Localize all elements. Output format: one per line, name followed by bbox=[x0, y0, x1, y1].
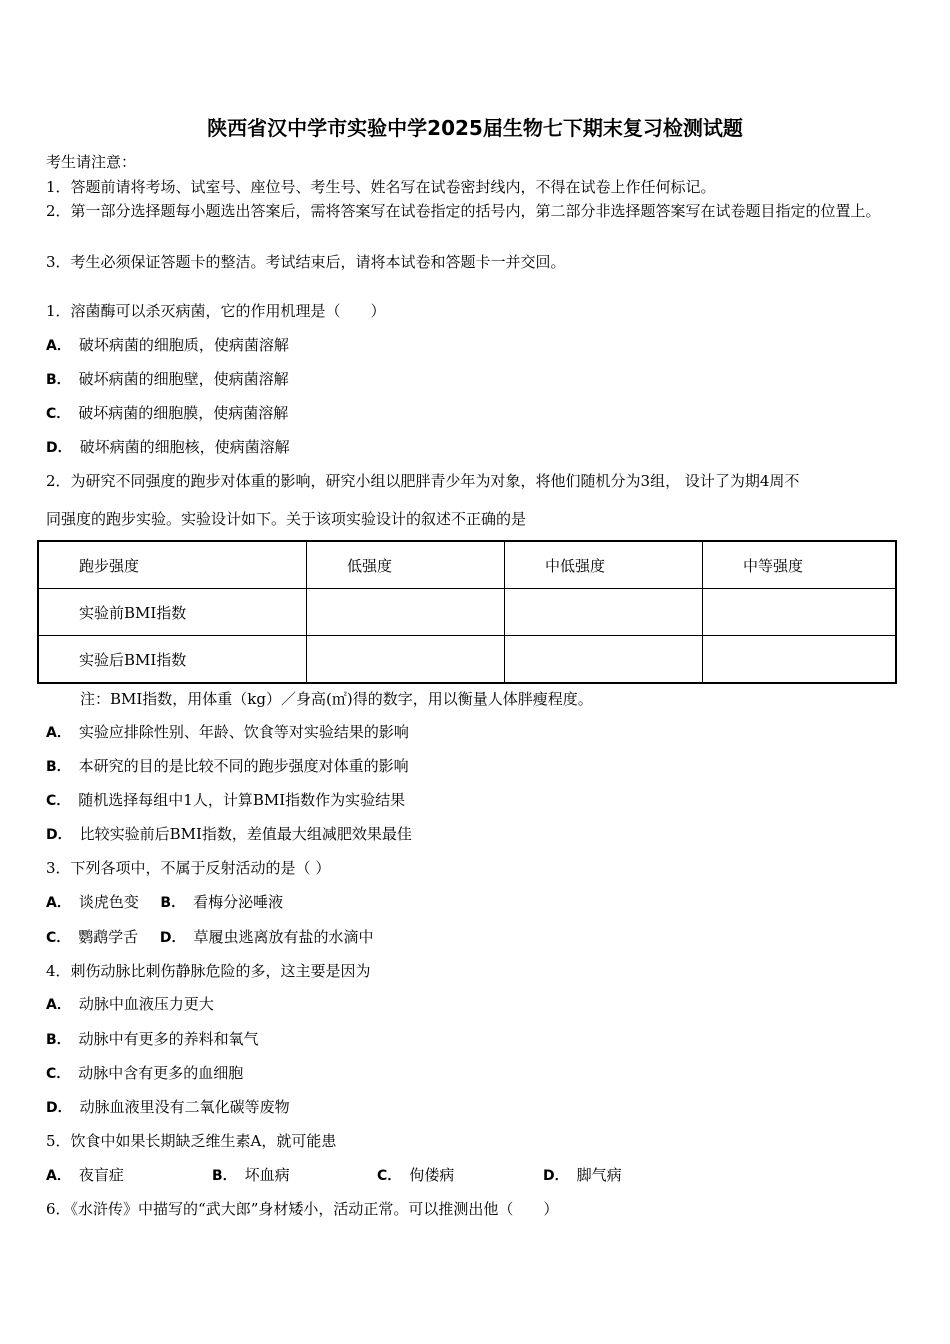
option-letter: C． bbox=[46, 793, 71, 809]
table-cell bbox=[307, 636, 505, 684]
option-letter: D． bbox=[159, 930, 186, 946]
option bbox=[377, 1165, 454, 1186]
option-text: 动脉中有更多的养料和氧气 bbox=[78, 1030, 259, 1048]
option-letter: D． bbox=[46, 827, 72, 843]
option bbox=[46, 1063, 243, 1084]
option bbox=[46, 790, 405, 811]
option-text: 动脉血液里没有二氧化碳等废物 bbox=[79, 1098, 290, 1116]
table-note: 注：BMI指数，用体重（kg）／身高(㎡)得的数字，用以衡量人体胖瘦程度。 bbox=[80, 690, 593, 708]
option bbox=[212, 1165, 290, 1186]
option bbox=[543, 1165, 622, 1186]
option-text: 破坏病菌的细胞质，使病菌溶解 bbox=[78, 336, 289, 354]
table-cell bbox=[703, 636, 897, 684]
option-letter: A． bbox=[46, 1168, 71, 1184]
table-cell: 实验后BMI指数 bbox=[38, 636, 307, 684]
option-text: 谈虎色变 bbox=[78, 893, 139, 911]
option-letter: A． bbox=[46, 895, 71, 911]
notice-item: 1．答题前请将考场、试室号、座位号、考生号、姓名写在试卷密封线内，不得在试卷上作任何标记。 bbox=[46, 178, 716, 196]
option-letter: C． bbox=[46, 930, 71, 946]
option-text: 草履虫逃离放有盐的水滴中 bbox=[193, 928, 374, 946]
question-stem: 6．《水浒传》中描写的“武大郎”身材矮小，活动正常。可以推测出他（ ） bbox=[46, 1200, 559, 1218]
option bbox=[46, 722, 409, 743]
option-letter: C． bbox=[46, 1066, 71, 1082]
question-stem: 5．饮食中如果长期缺乏维生素A，就可能患 bbox=[46, 1132, 337, 1150]
option-letter: D． bbox=[46, 440, 72, 456]
question-stem: 1．溶菌酶可以杀灭病菌，它的作用机理是（ ） bbox=[46, 302, 386, 320]
option-text: 看梅分泌唾液 bbox=[193, 893, 284, 911]
option-text: 比较实验前后BMI指数，差值最大组减肥效果最佳 bbox=[79, 825, 412, 843]
table-row bbox=[38, 589, 896, 636]
question-stem: 同强度的跑步实验。实验设计如下。关于该项实验设计的叙述不正确的是 bbox=[46, 510, 527, 528]
notice-item: 3．考生必须保证答题卡的整洁。考试结束后，请将本试卷和答题卡一并交回。 bbox=[46, 253, 566, 271]
table-cell bbox=[505, 589, 703, 636]
option-text: 脚气病 bbox=[576, 1166, 622, 1184]
option-letter: D． bbox=[543, 1168, 569, 1184]
option bbox=[46, 335, 289, 356]
option-text: 动脉中血液压力更大 bbox=[78, 995, 214, 1013]
table-header-cell: 低强度 bbox=[307, 541, 505, 589]
option-letter: D． bbox=[46, 1100, 72, 1116]
table-header-row bbox=[38, 541, 896, 589]
page-title: 陕西省汉中学市实验中学2025届生物七下期末复习检测试题 bbox=[207, 116, 743, 140]
option-text: 实验应排除性别、年龄、饮食等对实验结果的影响 bbox=[78, 723, 409, 741]
option-letter: C． bbox=[46, 406, 71, 422]
table-cell bbox=[505, 636, 703, 684]
option-text: 破坏病菌的细胞壁，使病菌溶解 bbox=[78, 370, 289, 388]
table-cell: 实验前BMI指数 bbox=[38, 589, 307, 636]
table-cell bbox=[703, 589, 897, 636]
option bbox=[46, 756, 409, 777]
table-cell bbox=[307, 589, 505, 636]
option-text: 鹦鹉学舌 bbox=[78, 928, 139, 946]
option-text: 夜盲症 bbox=[78, 1166, 124, 1184]
table-header-cell: 跑步强度 bbox=[38, 541, 307, 589]
option bbox=[46, 824, 412, 845]
question-stem: 3．下列各项中，不属于反射活动的是（ ） bbox=[46, 859, 331, 877]
option bbox=[46, 1097, 290, 1118]
table-row bbox=[38, 636, 896, 684]
notice-heading: 考生请注意： bbox=[46, 153, 137, 171]
table-header-cell: 中低强度 bbox=[505, 541, 703, 589]
option-text: 佝偻病 bbox=[409, 1166, 455, 1184]
question-stem: 2．为研究不同强度的跑步对体重的影响，研究小组以肥胖青少年为对象，将他们随机分为3组， 设计了为期4周不 bbox=[46, 472, 800, 490]
option-text: 破坏病菌的细胞核，使病菌溶解 bbox=[79, 438, 290, 456]
option-text: 动脉中含有更多的血细胞 bbox=[78, 1064, 244, 1082]
option bbox=[46, 1165, 124, 1186]
option-text: 随机选择每组中1人，计算BMI指数作为实验结果 bbox=[78, 791, 406, 809]
option bbox=[46, 1029, 259, 1050]
option bbox=[46, 369, 289, 390]
option bbox=[46, 403, 288, 424]
table-header-cell: 中等强度 bbox=[703, 541, 897, 589]
option-letter: A． bbox=[46, 997, 71, 1013]
option-letter: B． bbox=[160, 895, 186, 911]
option-letter: B． bbox=[46, 1032, 71, 1048]
option bbox=[46, 994, 214, 1015]
option-letter: B． bbox=[46, 759, 71, 775]
notice-item: 2．第一部分选择题每小题选出答案后，需将答案写在试卷指定的括号内，第二部分非选择题答案写在试卷题目指定的位置上。 bbox=[46, 202, 881, 220]
option-text: 本研究的目的是比较不同的跑步强度对体重的影响 bbox=[78, 757, 409, 775]
option-letter: B． bbox=[46, 372, 71, 388]
bmi-table bbox=[37, 540, 897, 684]
question-stem: 4．刺伤动脉比刺伤静脉危险的多，这主要是因为 bbox=[46, 962, 371, 980]
option-letter: A． bbox=[46, 338, 71, 354]
option-row bbox=[46, 892, 283, 913]
option-row bbox=[46, 927, 374, 948]
option bbox=[46, 437, 290, 458]
option-letter: C． bbox=[377, 1168, 402, 1184]
option-letter: A． bbox=[46, 725, 71, 741]
option-text: 坏血病 bbox=[244, 1166, 290, 1184]
option-text: 破坏病菌的细胞膜，使病菌溶解 bbox=[78, 404, 289, 422]
option-letter: B． bbox=[212, 1168, 237, 1184]
